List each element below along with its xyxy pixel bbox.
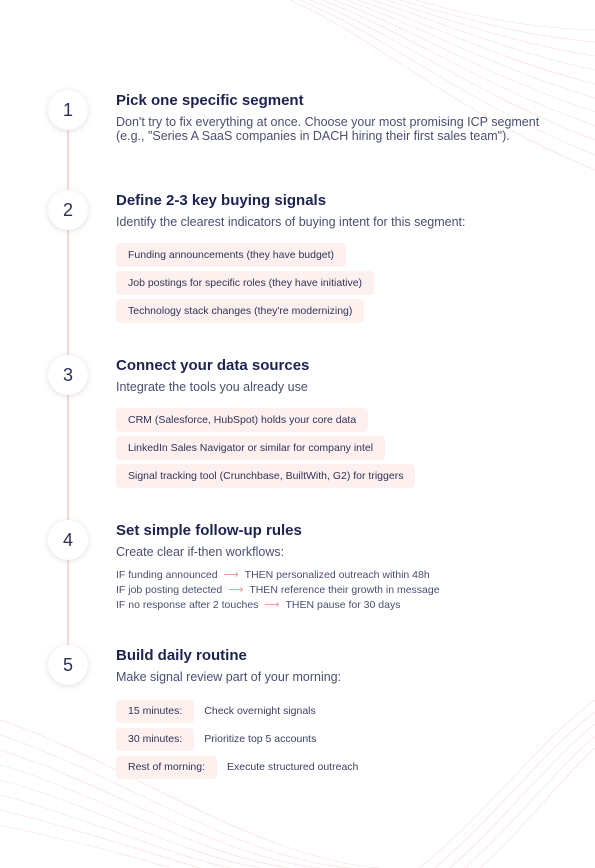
rule-action: THEN personalized outreach within 48h [244, 569, 430, 581]
if-then-rule [116, 568, 440, 583]
routine-time-label: 15 minutes: [116, 700, 194, 723]
step-1-description: Don't try to fix everything at once. Choose your most promising ICP segment (e.g., "Series A SaaS companies in DACH hiring their first sales team"). [116, 115, 540, 143]
data-source-item: LinkedIn Sales Navigator or similar for company intel [116, 436, 385, 460]
if-then-rule [116, 598, 440, 613]
data-source-item: Signal tracking tool (Crunchbase, BuiltWith, G2) for triggers [116, 464, 415, 488]
step-4-number-badge: 4 [48, 520, 88, 560]
signal-item: Funding announcements (they have budget) [116, 243, 346, 267]
step-3-description: Integrate the tools you already use [116, 380, 308, 394]
data-source-item: CRM (Salesforce, HubSpot) holds your core data [116, 408, 368, 432]
signal-item: Job postings for specific roles (they have initiative) [116, 271, 374, 295]
long-right-arrow-icon: ⟶ [223, 569, 239, 581]
signal-item: Technology stack changes (they're modernizing) [116, 299, 364, 323]
step-5-number-badge: 5 [48, 645, 88, 685]
routine-row [116, 697, 358, 725]
step-1-title: Pick one specific segment [116, 92, 304, 109]
long-right-arrow-icon: ⟶ [264, 599, 280, 611]
step-2-number-badge: 2 [48, 190, 88, 230]
routine-activity: Check overnight signals [204, 705, 316, 717]
step-5-title: Build daily routine [116, 647, 247, 664]
rule-condition: IF no response after 2 touches [116, 599, 259, 611]
routine-activity: Prioritize top 5 accounts [204, 733, 317, 745]
step-2-description: Identify the clearest indicators of buying intent for this segment: [116, 215, 466, 229]
rule-condition: IF funding announced [116, 569, 218, 581]
long-right-arrow-icon: ⟶ [228, 584, 244, 596]
step-1-number-badge: 1 [48, 90, 88, 130]
rule-action: THEN pause for 30 days [285, 599, 401, 611]
step-5-description: Make signal review part of your morning: [116, 670, 342, 684]
step-3-title: Connect your data sources [116, 357, 310, 374]
if-then-rule [116, 583, 440, 598]
routine-time-label: 30 minutes: [116, 728, 194, 751]
step-4-description: Create clear if-then workflows: [116, 545, 285, 559]
routine-row [116, 725, 358, 753]
routine-activity: Execute structured outreach [227, 761, 359, 773]
step-4-rules-list [116, 568, 440, 613]
rule-condition: IF job posting detected [116, 584, 223, 596]
step-3-data-source-list [116, 408, 415, 492]
rule-action: THEN reference their growth in message [249, 584, 440, 596]
step-2-title: Define 2-3 key buying signals [116, 192, 327, 209]
step-3-number-badge: 3 [48, 355, 88, 395]
routine-row [116, 753, 358, 781]
step-5-routine-list [116, 697, 358, 781]
routine-time-label: Rest of morning: [116, 756, 217, 779]
step-2-signal-list [116, 243, 374, 327]
step-4-title: Set simple follow-up rules [116, 522, 302, 539]
